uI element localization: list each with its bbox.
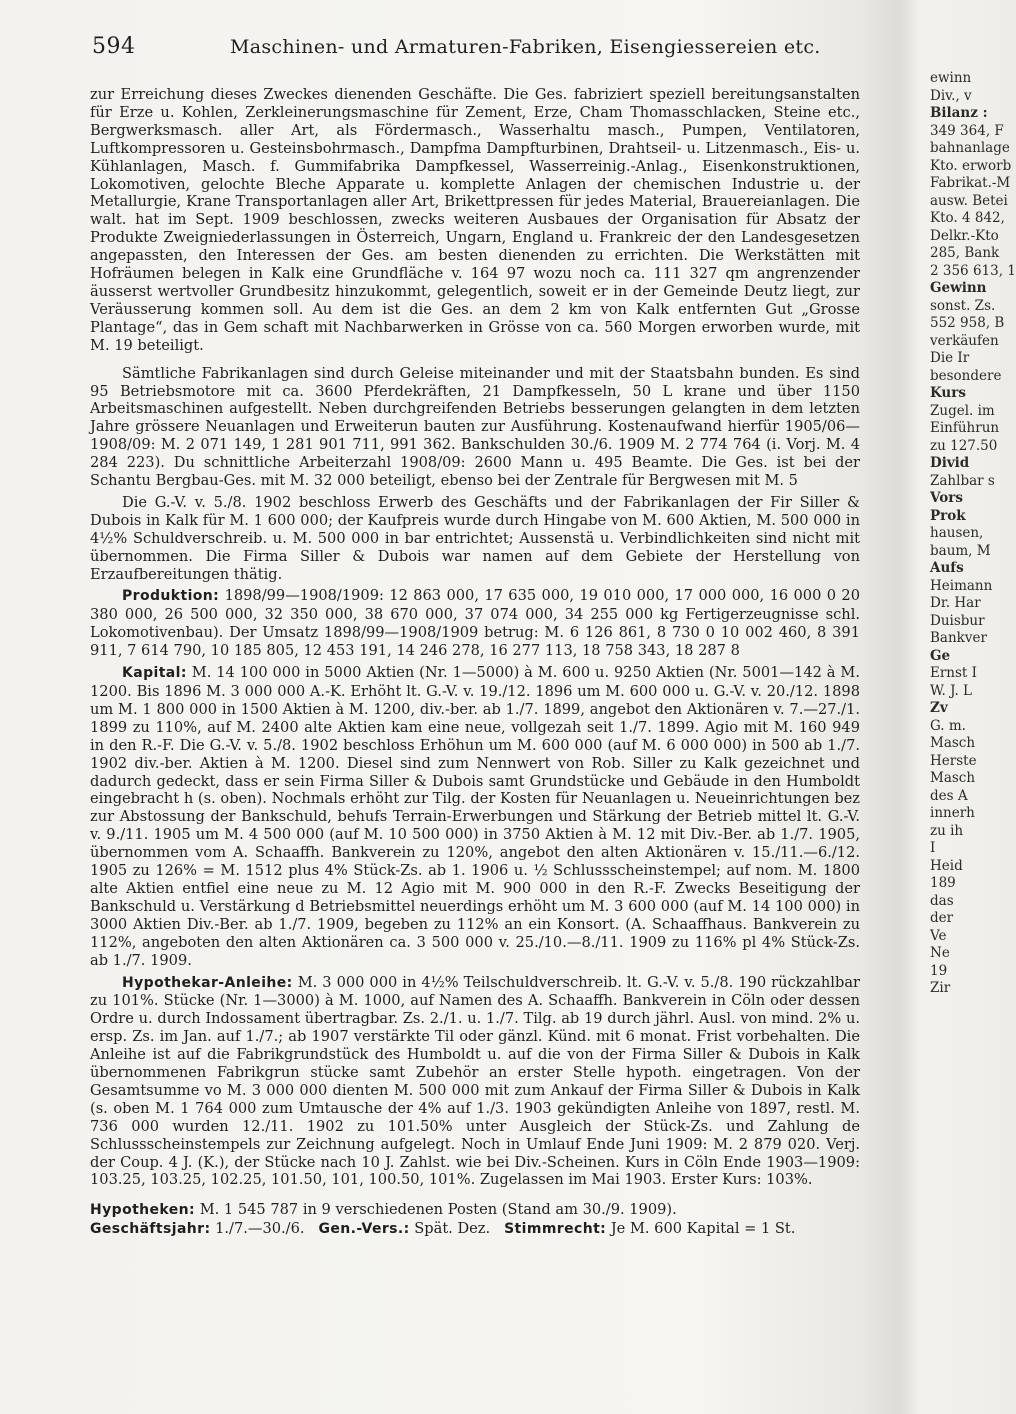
adjacent-line: Die Ir [930, 350, 970, 366]
adjacent-line: Gewinn [930, 280, 987, 296]
adjacent-line: Heid [930, 857, 963, 874]
kapital-label: Kapital: [122, 665, 187, 682]
section-produktion [90, 587, 860, 660]
stimmrecht-label: Stimmrecht: [504, 1221, 607, 1238]
hypotheken-label: Hypotheken: [90, 1202, 196, 1219]
footer-facts [90, 1201, 860, 1239]
produktion-text: 1898/99—1908/1909: 12 863 000, 17 635 000, 19 010 000, 17 000 000, 16 000 0 20 380 000, 26 500 000, 32 350 000, 38 670 000, 37 074 000, 34 255 000 kg Fertigerzeugnisse schl. Lokomotivenbau). Der Umsatz 1898/99—1908/1909 betrug: M. 6 126 861, 8 730 0 10 002 460, 8 391 911, 7 614 790, 10 185 805, 12 453 191, 14 246 278, 16 277 113, 18 758 343, 18 287 8 [90, 587, 861, 660]
adjacent-line: ewinn [930, 70, 972, 86]
adjacent-line: Herste [930, 752, 977, 769]
main-column [90, 86, 860, 1239]
stimmrecht-text: Je M. 600 Kapital = 1 St. [610, 1220, 796, 1238]
genvers-label: Gen.-Vers.: [318, 1221, 410, 1238]
hypothekar-anleihe-text: M. 3 000 000 in 4½% Teilschuldverschreib. lt. G.-V. v. 5./8. 190 rückzahlbar zu 101%. Stücke (Nr. 1—3000) à M. 1000, auf Namen des A. Schaaffh. Bankverein in Cöln oder dessen Ordre u. durch Indossament übertragbar. Zs. 2./1. u. 1./7. Tilg. ab 19 durch jährl. Ausl. von mind. 2% u. ersp. Zs. im Jan. auf 1./7.; ab 1907 verstärkte Til oder gänzl. Künd. mit 6 monat. Frist vorbehalten. Die Anleihe ist auf die Fabrikgrundstück des Humboldt u. auf die von der Firma Siller & Dubois in Kalk übernommenen Fabrikgrun stücke samt Zubehör an erster Stelle hypoth. eingetragen. Von der Gesamtsumme vo M. 3 000 000 dienten M. 500 000 mit zum Ankauf der Firma Siller & Dubois in Kalk (s. oben M. 1 764 000 zum Umtausche der 4% auf 1./3. 1903 gekündigten Anleihe von 1897, restl. M. 736 000 wurden 12./11. 1902 zu 101.50% unter Ausgleich der Stück-Zs. und Zahlung de Schlussscheinstempels zur Zeichnung aufgelegt. Noch in Umlauf Ende Juni 1909: M. 2 879 020. Verj. der Coup. 4 J. (K.), der Stücke nach 10 J. Zahlst. wie bei Div.-Scheinen. Kurs in Cöln Ende 1903—1909: 103.25, 103.25, 102.25, 101.50, 101, 100.50, 101%. Zugelassen im Mai 1903. Erster Kurs: 103%. [90, 973, 860, 1189]
adjacent-line: Kto. 4 842, [930, 210, 1005, 226]
adjacent-line: Aufs [930, 560, 964, 576]
adjacent-line: 349 364, F [930, 122, 1004, 139]
adjacent-line: besondere [930, 367, 1002, 384]
adjacent-line: innerh [930, 805, 975, 821]
adjacent-line: Prok [930, 507, 966, 524]
adjacent-line: Kurs [930, 385, 966, 401]
page-header [92, 34, 852, 60]
adjacent-line: bahnanlage [930, 140, 1010, 156]
section-kapital [90, 664, 860, 969]
adjacent-line: Divid [930, 455, 970, 471]
adjacent-page-column [930, 70, 1016, 1410]
adjacent-line: Ge [930, 647, 951, 664]
page-number: 594 [92, 34, 136, 59]
adjacent-line: Duisbur [930, 612, 985, 629]
paragraph-facilities: Sämtliche Fabrikanlagen sind durch Geleise miteinander und mit der Staatsbahn bunden. Es sind 95 Betriebsmotore mit ca. 3600 Pferdekräften, 21 Dampfkesseln, 50 L krane und über 1150 Arbeitsmaschinen aufgestellt. Neben durchgreifenden Betriebs besserungen gelangten in dem letzten Jahre grössere Neuanlagen und Erweiterun bauten zur Ausführung. Kostenaufwand hierfür 1905/06—1908/09: M. 2 071 149, 1 281 901 711, 991 362. Bankschulden 30./6. 1909 M. 2 774 764 (i. Vorj. M. 4 284 223). Du schnittliche Arbeiterzahl 1908/09: 2600 Mann u. 495 Beamte. Die Ges. ist bei der Schantu Bergbau-Ges. mit M. 32 000 beteiligt, ebenso bei der Zentrale für Bergwesen mit M. 5 [90, 364, 860, 490]
adjacent-line: Kto. erworb [930, 157, 1012, 174]
running-head: Maschinen- und Armaturen-Fabriken, Eisengiessereien etc. [230, 36, 821, 58]
adjacent-line: Ve [930, 927, 947, 944]
adjacent-line: sonst. Zs. [930, 297, 996, 314]
adjacent-line: des A [930, 787, 968, 804]
hypotheken-text: M. 1 545 787 in 9 verschiedenen Posten (Stand am 30./9. 1909). [199, 1201, 677, 1219]
adjacent-line: Dr. Har [930, 595, 981, 611]
adjacent-line: hausen, [930, 525, 984, 541]
adjacent-line: 285, Bank [930, 245, 1000, 261]
adjacent-line: Heimann [930, 577, 993, 594]
hypothekar-anleihe-label: Hypothekar-Anleihe: [122, 974, 293, 991]
geschaeftsjahr-label: Geschäftsjahr: [90, 1221, 211, 1238]
adjacent-line: Einführun [930, 420, 1000, 436]
adjacent-line: G. m. [930, 717, 966, 734]
adjacent-line: Zahlbar s [930, 472, 995, 489]
adjacent-line: Ernst I [930, 665, 977, 681]
adjacent-line: Bilanz : [930, 105, 988, 121]
page-gutter [862, 80, 922, 1410]
adjacent-line: Fabrikat.-M [930, 175, 1011, 191]
produktion-label: Produktion: [122, 588, 220, 605]
adjacent-line: I [930, 840, 936, 856]
adjacent-line: der [930, 910, 954, 926]
adjacent-line: Vors [930, 490, 963, 506]
adjacent-line: Zir [930, 980, 951, 996]
adjacent-line: Zugel. im [930, 402, 995, 419]
adjacent-line: ausw. Betei [930, 192, 1008, 209]
adjacent-line: verkäufen [930, 332, 999, 349]
adjacent-line: 189 [930, 875, 956, 891]
section-hypothekar-anleihe [90, 974, 860, 1190]
geschaeftsjahr-text: 1./7.—30./6. [215, 1220, 305, 1238]
adjacent-line: Masch [930, 770, 976, 786]
paragraph-acquisition: Die G.-V. v. 5./8. 1902 beschloss Erwerb des Geschäfts und der Fabrikanlagen der Fir Siller & Dubois in Kalk für M. 1 600 000; der Kaufpreis wurde durch Hingabe von M. 600 Aktien, M. 500 000 in 4½% Schuldverschreib. u. M. 500 000 in bar entrichtet; Aussenstä u. Verbindlichkeiten sind nicht mit übernommen. Die Firma Siller & Dubois war namen auf dem Gebiete der Herstellung von Erzaufbereitungen thätig. [90, 493, 860, 583]
adjacent-line: 552 958, B [930, 315, 1005, 331]
adjacent-line: Delkr.-Kto [930, 227, 999, 244]
adjacent-line: Ne [930, 945, 950, 961]
adjacent-line: Zv [930, 700, 948, 716]
genvers-text: Spät. Dez. [414, 1220, 491, 1238]
adjacent-line: das [930, 892, 954, 909]
adjacent-line: baum, M [930, 542, 991, 559]
adjacent-line: Masch [930, 735, 976, 751]
adjacent-line: zu ih [930, 822, 964, 839]
adjacent-line: 19 [930, 962, 948, 979]
adjacent-line: zu 127.50 [930, 437, 998, 454]
adjacent-line: Div., v [930, 87, 972, 104]
kapital-text: M. 14 100 000 in 5000 Aktien (Nr. 1—5000) à M. 600 u. 9250 Aktien (Nr. 5001—142 à M. 1200. Bis 1896 M. 3 000 000 A.-K. Erhöht lt. G.-V. v. 19./12. 1896 um M. 600 000 u. G.-V. v. 20./12. 1898 um M. 1 800 000 in 1500 Aktien à M. 1200, div.-ber. ab 1./7. 1899, angebot den Aktionären v. 7.—27./1. 1899 zu 110%, auf M. 2400 alte Aktien kam eine neue, vollgezah seit 1./7. 1899. Agio mit M. 160 949 in den R.-F. Die G.-V. v. 5./8. 1902 beschloss Erhöhun um M. 600 000 (auf M. 6 000 000) in 500 ab 1./7. 1902 div.-ber. Aktien à M. 1200. Diesel sind zum Nennwert von Rob. Siller zu Kalk gezeichnet und dadurch gedeckt, dass er sein Firma Siller & Dubois samt Grundstücke und Gebäude in den Humboldt eingebracht h (s. oben). Nochmals erhöht zur Tilg. der Kosten für Neuanlagen u. Neueinrichtungen bez zur Abstossung der Bankschuld, behufs Terrain-Erwerbungen und Stärkung der Betrieb mittel lt. G.-V. v. 9./11. 1905 um M. 4 500 000 (auf M. 10 500 000) in 3750 Aktien à M. 12 mit Div.-Ber. ab 1./7. 1905, übernommen vom A. Schaaffh. Bankverein zu 120%, angebot den alten Aktionären v. 15./11.—6./12. 1905 zu 126% = M. 1512 plus 4% Stück-Zs. ab 1. 1906 u. ½ Schlussscheinstempel; auf nom. M. 1800 alte Aktien entfiel eine neue zu M. 12 Agio mit M. 900 000 in den R.-F. Zwecks Beseitigung der Bankschuld u. Verstärkung d Betriebsmittel neuerdings erhöht um M. 3 600 000 (auf M. 14 100 000) in 3000 Aktien Div.-Ber. ab 1./7. 1909, begeben zu 112% an ein Konsort. (A. Schaaffhaus. Bankverein zu 112%, angeboten den alten Aktionären ca. 3 500 000 v. 25./10.—8./11. 1909 zu 116% pl 4% Stück-Zs. ab 1./7. 1909. [90, 664, 860, 969]
section-hypotheken [90, 1201, 860, 1220]
section-geschaeftsjahr [90, 1220, 860, 1239]
adjacent-line: Bankver [930, 630, 987, 646]
adjacent-line: W. J. L [930, 682, 973, 699]
paragraph-purpose: zur Erreichung dieses Zweckes dienenden Geschäfte. Die Ges. fabriziert speziell bereitungsanstalten für Erze u. Kohlen, Zerkleinerungsmaschine für Zement, Erze, Cham Thomasschlacken, Steine etc., Bergwerksmasch. aller Art, als Fördermasch., Wasserhaltu masch., Pumpen, Ventilatoren, Luftkompressoren u. Gesteinsbohrmasch., Dampfma Dampfturbinen, Drahtseil- u. Litzenmasch., Eis- u. Kühlanlagen, Masch. f. Gummifabrika Dampfkessel, Wasserreinig.-Anlag., Eisenkonstruktionen, Lokomotiven, gelochte Bleche Apparate u. komplette Anlagen der chemischen Industrie u. der Metallurgie, Krane Transportanlagen aller Art, Brikettpressen für jedes Material, Brauereianlagen. Die walt. hat im Sept. 1909 beschlossen, zwecks weiteren Ausbaues der Organisation für Absatz der Produkte Zweigniederlassungen in Österreich, Ungarn, England u. Frankreic der den Landesgesetzen angepassten, den Interessen der Ges. am besten dienenden zu errichten. Die Werkstätten mit Hofräumen belegen in Kalk eine Grundfläche v. 164 97 wozu noch ca. 111 327 qm angrenzender äusserst wertvoller Grundbesitz hinzukommt, gelegentlich, soweit er in der Gemeinde Deutz liegt, zur Veräusserung kommen soll. Au dem ist die Ges. an dem 2 km von Kalk entfernten Gut „Grosse Plantage“, das in Gem schaft mit Nachbarwerken in Grösse von ca. 560 Morgen erworben wurde, mit M. 19 beteiligt. [90, 86, 860, 354]
adjacent-line: 2 356 613, 1 [930, 262, 1016, 279]
